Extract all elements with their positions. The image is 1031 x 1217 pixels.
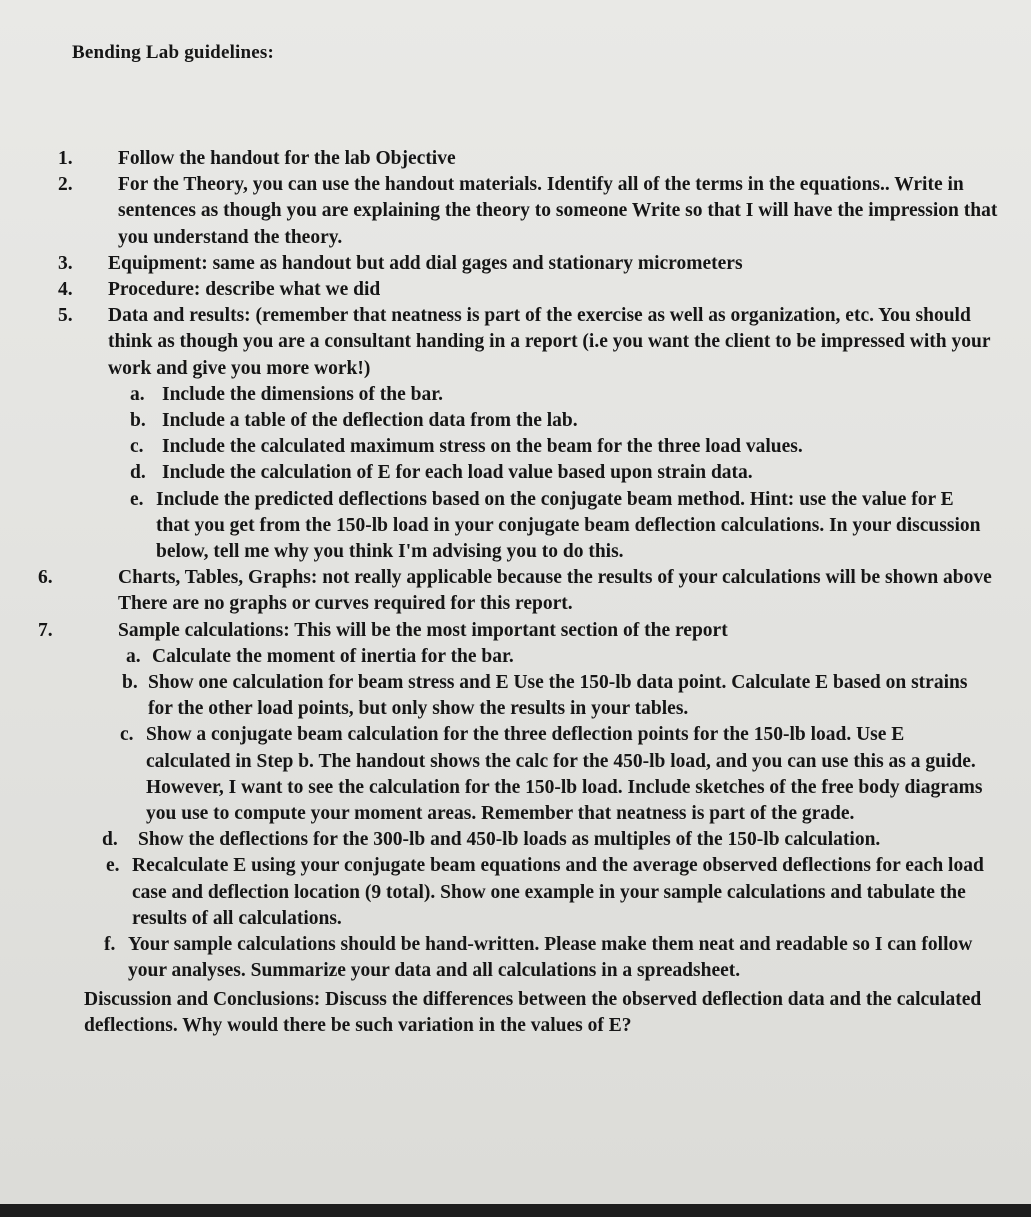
item-number: 6.	[38, 567, 53, 589]
bottom-edge	[0, 1204, 1031, 1217]
sub-item-text: Show a conjugate beam calculation for the three deflection points for the 150-lb load. Use E calculated in Step b. The handout shows the calc for the 450-lb load, and you can use this as a guide. However, I want to see the calculation for the 150-lb load. Include sketches of the free body diagrams you use to compute your moment areas. Remember that neatness is part of the grade.	[146, 724, 983, 825]
item-text: For the Theory, you can use the handout materials. Identify all of the terms in the equations.. Write in sentences as though you are explaining the theory to someone Write so that I will have the impression that you understand the theory.	[118, 174, 998, 248]
sub-item-5b	[130, 408, 1031, 434]
page-title: Bending Lab guidelines:	[72, 42, 275, 63]
list-item-4	[0, 277, 1031, 303]
sub-item-letter: d.	[130, 462, 146, 484]
list-item-6	[0, 565, 1031, 617]
sub-item-7a	[126, 644, 1031, 670]
item-number: 2.	[58, 174, 73, 196]
sub-item-text: Show the deflections for the 300-lb and 450-lb loads as multiples of the 150-lb calculation.	[138, 829, 881, 851]
sub-item-letter: b.	[122, 672, 138, 694]
list-item-2	[0, 172, 1031, 251]
sub-item-7b	[122, 670, 1031, 722]
sub-item-text: Include a table of the deflection data from the lab.	[162, 410, 578, 432]
sub-item-letter: b.	[130, 410, 146, 432]
item-text: Data and results: (remember that neatness is part of the exercise as well as organization, etc. You should think as though you are a consultant handing in a report (i.e you want the client to be impressed with your work and give you more work!)	[108, 305, 991, 379]
guidelines-list	[0, 146, 1031, 1039]
sub-item-7f	[104, 932, 1031, 984]
sub-item-text: Your sample calculations should be hand-written. Please make them neat and readable so I can follow your analyses. Summarize your data and all calculations in a spreadsheet.	[128, 934, 973, 982]
list-item-3	[0, 251, 1031, 277]
item-text: Follow the handout for the lab Objective	[118, 148, 456, 169]
list-item-5	[0, 303, 1031, 382]
item-number: 5.	[58, 305, 73, 327]
sub-item-5a	[130, 382, 1031, 408]
sub-item-text: Include the calculated maximum stress on the beam for the three load values.	[162, 436, 803, 458]
sub-item-letter: c.	[130, 436, 144, 458]
discussion-paragraph: Discussion and Conclusions: Discuss the differences between the observed deflection data and the calculated deflections. Why would there be such variation in the values of E?	[84, 988, 982, 1036]
sub-item-text: Recalculate E using your conjugate beam equations and the average observed deflections for each load case and deflection location (9 total). Show one example in your sample calculations and tabulate the results of all calculations.	[132, 855, 984, 929]
item-number: 3.	[58, 252, 73, 274]
sub-item-letter: e.	[130, 488, 144, 510]
sub-item-text: Include the predicted deflections based on the conjugate beam method. Hint: use the value for E that you get from the 150-lb load in your conjugate beam deflection calculations. In your discussion below, tell me why you think I'm advising you to do this.	[156, 488, 981, 563]
sub-item-text: Include the dimensions of the bar.	[162, 383, 443, 405]
sub-item-7e	[106, 853, 1031, 932]
sub-item-7d	[102, 827, 1031, 853]
item-number: 7.	[38, 619, 53, 641]
sub-item-letter: a.	[130, 383, 145, 405]
sub-item-text: Show one calculation for beam stress and E Use the 150-lb data point. Calculate E based on strains for the other load points, but only show the results in your tables.	[148, 672, 968, 720]
sub-item-letter: f.	[104, 934, 116, 956]
sub-item-text: Calculate the moment of inertia for the bar.	[152, 645, 514, 667]
sub-item-letter: d.	[102, 829, 118, 851]
sub-item-5e	[130, 487, 1031, 566]
item-text: Charts, Tables, Graphs: not really applicable because the results of your calculations will be shown above There are no graphs or curves required for this report.	[118, 567, 992, 615]
item-number: 4.	[58, 279, 73, 301]
sub-item-letter: e.	[106, 855, 120, 877]
item-text: Procedure: describe what we did	[108, 279, 381, 301]
sub-item-text: Include the calculation of E for each load value based upon strain data.	[162, 462, 753, 484]
item-text: Equipment: same as handout but add dial gages and stationary micrometers	[108, 252, 743, 274]
sub-item-7c	[120, 722, 1031, 827]
item-text: Sample calculations: This will be the most important section of the report	[118, 619, 728, 641]
sub-item-letter: c.	[120, 724, 134, 746]
sub-item-letter: a.	[126, 645, 141, 667]
list-item-1	[0, 146, 1031, 172]
item-number: 1.	[58, 148, 73, 169]
sub-item-5d	[130, 460, 1031, 486]
sub-item-5c	[130, 434, 1031, 460]
list-item-7	[0, 618, 1031, 644]
